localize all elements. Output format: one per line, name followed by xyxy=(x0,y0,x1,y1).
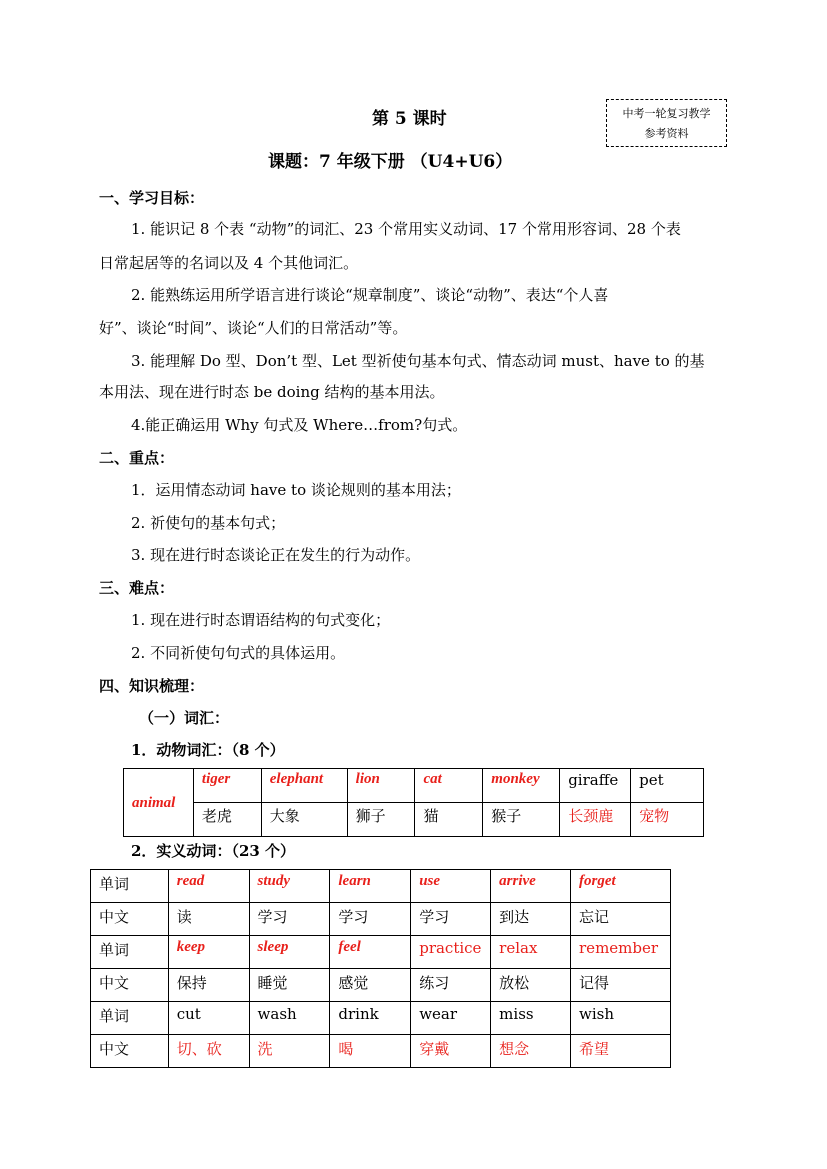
goals-heading: 一、学习目标： xyxy=(99,189,205,207)
animal-word: lion xyxy=(347,769,415,803)
animal-word: giraffe xyxy=(560,769,631,803)
verb-word: practice xyxy=(411,936,491,969)
goal-1-line-2: 日常起居等的名词以及 4 个其他词汇。 xyxy=(99,254,359,272)
verb-word: drink xyxy=(330,1002,411,1035)
row-label: 单词 xyxy=(91,1002,169,1035)
verb-word: feel xyxy=(330,936,411,969)
verb-meaning: 穿戴 xyxy=(411,1035,491,1068)
table-row xyxy=(91,1002,671,1035)
verb-word: keep xyxy=(168,936,249,969)
verb-word: wash xyxy=(249,1002,330,1035)
verb-meaning: 洗 xyxy=(249,1035,330,1068)
key-points-heading: 二、重点： xyxy=(99,449,175,467)
animal-meaning: 长颈鹿 xyxy=(560,803,631,837)
table-row xyxy=(91,1035,671,1068)
verb-meaning: 读 xyxy=(168,903,249,936)
verb-word: relax xyxy=(491,936,571,969)
verb-meaning: 学习 xyxy=(411,903,491,936)
difficulties-heading: 三、难点： xyxy=(99,579,175,597)
stamp-line-1: 中考一轮复习教学 xyxy=(622,107,711,120)
animal-word: tiger xyxy=(193,769,261,803)
verb-meaning: 感觉 xyxy=(330,969,411,1002)
verb-word: sleep xyxy=(249,936,330,969)
table-row xyxy=(91,936,671,969)
row-label: 中文 xyxy=(91,969,169,1002)
animal-meaning: 狮子 xyxy=(347,803,415,837)
verb-word: study xyxy=(249,870,330,903)
verb-meaning: 学习 xyxy=(330,903,411,936)
vocabulary-heading: （一）词汇： xyxy=(139,709,230,727)
animal-table xyxy=(123,768,704,837)
verb-word: wish xyxy=(571,1002,671,1035)
difficulty-2: 2. 不同祈使句句式的具体运用。 xyxy=(131,644,346,662)
verb-meaning: 到达 xyxy=(491,903,571,936)
row-label: 中文 xyxy=(91,1035,169,1068)
verb-meaning: 练习 xyxy=(411,969,491,1002)
verb-meaning: 喝 xyxy=(330,1035,411,1068)
animal-meaning: 猫 xyxy=(415,803,483,837)
verb-word: wear xyxy=(411,1002,491,1035)
verb-meaning: 保持 xyxy=(168,969,249,1002)
animal-word: pet xyxy=(631,769,704,803)
table-row xyxy=(124,803,704,837)
verb-word: use xyxy=(411,870,491,903)
verb-word: cut xyxy=(168,1002,249,1035)
animal-meaning: 大象 xyxy=(261,803,347,837)
row-label: 单词 xyxy=(91,870,169,903)
table-row xyxy=(91,870,671,903)
animal-vocab-heading: 1．动物词汇：（8 个） xyxy=(131,741,285,759)
knowledge-heading: 四、知识梳理： xyxy=(99,677,205,695)
verb-word: miss xyxy=(491,1002,571,1035)
verb-meaning: 希望 xyxy=(571,1035,671,1068)
verb-word: remember xyxy=(571,936,671,969)
animal-meaning: 猴子 xyxy=(483,803,560,837)
verb-meaning: 学习 xyxy=(249,903,330,936)
reference-stamp xyxy=(606,99,727,147)
page-title: 课题：7 年级下册 （U4+U6） xyxy=(268,152,513,172)
row-label: 单词 xyxy=(91,936,169,969)
verb-vocab-heading: 2．实义动词：（23 个） xyxy=(131,842,296,860)
lesson-number: 第 5 课时 xyxy=(372,109,447,129)
table-row xyxy=(124,769,704,803)
verb-table xyxy=(90,869,671,1068)
verb-word: learn xyxy=(330,870,411,903)
key-point-1: 1．运用情态动词 have to 谈论规则的基本用法； xyxy=(131,481,461,499)
goal-3-line-1: 3. 能理解 Do 型、Don’t 型、Let 型祈使句基本句式、情态动词 must、have to 的基 xyxy=(131,352,705,370)
verb-meaning: 记得 xyxy=(571,969,671,1002)
verb-word: forget xyxy=(571,870,671,903)
stamp-line-2: 参考资料 xyxy=(644,127,689,140)
verb-meaning: 放松 xyxy=(491,969,571,1002)
key-point-3: 3. 现在进行时态谈论正在发生的行为动作。 xyxy=(131,546,421,564)
verb-word: arrive xyxy=(491,870,571,903)
animal-meaning: 老虎 xyxy=(193,803,261,837)
table-row xyxy=(91,969,671,1002)
goal-4: 4.能正确运用 Why 句式及 Where…from?句式。 xyxy=(131,416,468,434)
verb-meaning: 睡觉 xyxy=(249,969,330,1002)
goal-1-line-1: 1. 能识记 8 个表 “动物”的词汇、23 个常用实义动词、17 个常用形容词、28 个表 xyxy=(131,220,681,238)
verb-meaning: 忘记 xyxy=(571,903,671,936)
verb-meaning: 想念 xyxy=(491,1035,571,1068)
verb-meaning: 切、砍 xyxy=(168,1035,249,1068)
key-point-2: 2. 祈使句的基本句式； xyxy=(131,514,286,532)
verb-word: read xyxy=(168,870,249,903)
animal-word: elephant xyxy=(261,769,347,803)
animal-word: monkey xyxy=(483,769,560,803)
animal-label: animal xyxy=(124,769,194,837)
table-row xyxy=(91,903,671,936)
row-label: 中文 xyxy=(91,903,169,936)
goal-3-line-2: 本用法、现在进行时态 be doing 结构的基本用法。 xyxy=(99,383,445,401)
goal-2-line-2: 好”、谈论“时间”、谈论“人们的日常活动”等。 xyxy=(99,319,408,337)
animal-word: cat xyxy=(415,769,483,803)
animal-meaning: 宠物 xyxy=(631,803,704,837)
difficulty-1: 1. 现在进行时态谓语结构的句式变化； xyxy=(131,611,391,629)
goal-2-line-1: 2. 能熟练运用所学语言进行谈论“规章制度”、谈论“动物”、表达“个人喜 xyxy=(131,286,609,304)
